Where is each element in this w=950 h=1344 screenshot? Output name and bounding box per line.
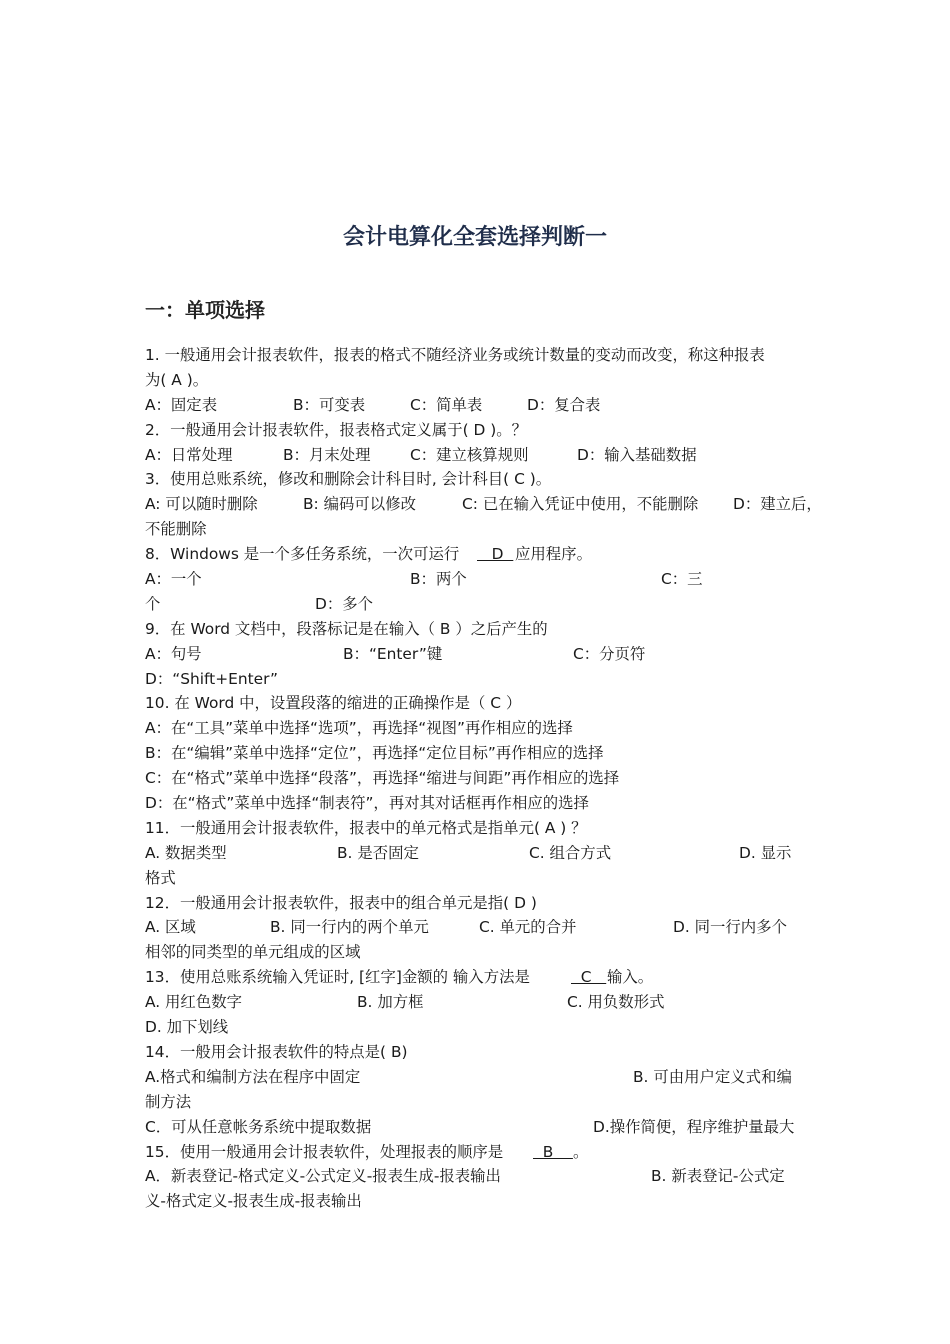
option-b: B. 新表登记-公式定 [651, 1167, 785, 1186]
text-line [145, 816, 815, 841]
option-d: D.操作简便，程序维护量最大 [593, 1117, 795, 1136]
line-text: 9．在 Word 文档中，段落标记是在输入（ B ）之后产生的 [145, 619, 548, 638]
text-line [145, 940, 815, 965]
page-title: 会计电算化全套选择判断一 [342, 225, 607, 250]
option-line [145, 393, 815, 418]
text-line [145, 965, 815, 990]
option-c: C: 已在输入凭证中使用，不能删除 [462, 495, 699, 514]
text-line [145, 691, 815, 716]
option-b: B：在“编辑”菜单中选择“定位”，再选择“定位目标”再作相应的选择 [145, 744, 604, 763]
text-line [145, 1189, 815, 1214]
option-b: B：可变表 [293, 395, 366, 414]
text-line [145, 617, 815, 642]
option-d: D：建立后， [733, 495, 822, 514]
option-line [145, 915, 815, 940]
option-c: C. 用负数形式 [567, 993, 665, 1012]
option-d: D：输入基础数据 [577, 445, 697, 464]
text-line [145, 542, 815, 567]
option-line [145, 1115, 815, 1140]
option-a: A.格式和编制方法在程序中固定 [145, 1067, 361, 1086]
answer-blank: C [571, 968, 607, 987]
line-text: 应用程序。 [515, 545, 592, 564]
option-a: A. 用红色数字 [145, 993, 242, 1012]
line-text: 13．使用总账系统输入凭证时, [红字]金额的 输入方法是 [145, 968, 530, 987]
line-text: 11．一般通用会计报表软件，报表中的单元格式是指单元( A ) ？ [145, 818, 587, 837]
option-line [145, 766, 815, 791]
option-c: C：在“格式”菜单中选择“段落”，再选择“缩进与间距”再作相应的选择 [145, 769, 620, 788]
option-c: C：三 [661, 570, 703, 589]
option-line [145, 642, 815, 667]
line-text: 不能删除 [145, 520, 207, 539]
option-b: B. 同一行内的两个单元 [270, 918, 429, 937]
option-line [145, 1164, 815, 1189]
option-line [145, 443, 815, 468]
line-text: 1. 一般通用会计报表软件，报表的格式不随经济业务或统计数量的变动而改变，称这种报表 [145, 346, 765, 364]
text-line [145, 517, 815, 542]
option-c: C：分页符 [573, 644, 646, 663]
line-text: 输入。 [607, 968, 654, 987]
line-text: 3．使用总账系统，修改和删除会计科目时, 会计科目( C )。 [145, 470, 552, 489]
option-a: A：句号 [145, 644, 202, 663]
line-text: 格式 [145, 868, 176, 887]
option-line [145, 741, 815, 766]
option-a: A. 区域 [145, 918, 196, 937]
option-d: D：复合表 [527, 395, 601, 414]
option-a: A．新表登记-格式定义-公式定义-报表生成-报表输出 [145, 1167, 501, 1186]
option-a: A: 可以随时删除 [145, 495, 258, 514]
option-c: C：建立核算规则 [410, 445, 529, 464]
text-line [145, 1140, 815, 1165]
line-text: 个 [145, 594, 161, 613]
option-line [145, 716, 815, 741]
text-line [145, 418, 815, 443]
line-text: 义-格式定义-报表生成-报表输出 [145, 1192, 362, 1211]
option-d: D：在“格式”菜单中选择“制表符”，再对其对话框再作相应的选择 [145, 794, 589, 813]
option-line [145, 1065, 815, 1090]
option-c: C. 组合方式 [529, 843, 612, 862]
option-c: C：简单表 [410, 395, 483, 414]
option-b: B. 是否固定 [337, 843, 419, 862]
line-text: 。 [573, 1142, 589, 1161]
option-a: A：固定表 [145, 395, 218, 414]
option-d: D. 加下划线 [145, 1018, 229, 1037]
section-heading: 一：单项选择 [145, 298, 265, 322]
option-d: D. 显示 [739, 843, 792, 862]
option-line [145, 592, 815, 617]
line-text: 制方法 [145, 1092, 192, 1111]
option-a: A：日常处理 [145, 445, 233, 464]
text-line [145, 891, 815, 916]
option-line [145, 567, 815, 592]
line-text: 12．一般通用会计报表软件，报表中的组合单元是指( D ) [145, 893, 537, 912]
option-line [145, 1015, 815, 1040]
option-c: C. 单元的合并 [479, 918, 577, 937]
option-c: C．可从任意帐务系统中提取数据 [145, 1117, 372, 1136]
text-line [145, 467, 815, 492]
line-text: 14．一般用会计报表软件的特点是( B) [145, 1042, 408, 1061]
line-text: 15．使用一般通用会计报表软件，处理报表的顺序是 [145, 1142, 504, 1161]
line-text: 10. 在 Word 中，设置段落的缩进的正确操作是（ C ） [145, 694, 522, 713]
text-line [145, 866, 815, 891]
option-b: B. 加方框 [357, 993, 424, 1012]
option-b: B：“Enter”键 [343, 644, 443, 663]
option-a: A. 数据类型 [145, 843, 227, 862]
answer-blank: D [477, 545, 514, 564]
line-text: 为( A )。 [145, 370, 209, 389]
line-text: 8．Windows 是一个多任务系统，一次可运行 [145, 545, 460, 564]
option-line [145, 841, 815, 866]
question-body [145, 343, 822, 1214]
option-a: A：在“工具”菜单中选择“选项”，再选择“视图”再作相应的选择 [145, 719, 573, 738]
option-line [145, 492, 822, 517]
answer-blank: B [533, 1142, 573, 1161]
line-text: 2．一般通用会计报表软件，报表格式定义属于( D )。？ [145, 420, 528, 439]
option-d: D. 同一行内多个 [673, 918, 787, 937]
option-a: A：一个 [145, 570, 202, 589]
text-line [145, 343, 815, 368]
text-line [145, 368, 815, 393]
option-b: B：两个 [410, 570, 467, 589]
option-line [145, 990, 815, 1015]
option-d: D：“Shift+Enter” [145, 669, 279, 688]
option-line [145, 667, 815, 692]
option-b: B. 可由用户定义式和编 [633, 1067, 792, 1086]
text-line [145, 1090, 815, 1115]
option-b: B: 编码可以修改 [303, 495, 416, 514]
option-d: D：多个 [315, 594, 374, 613]
line-text: 相邻的同类型的单元组成的区域 [145, 943, 361, 962]
option-line [145, 791, 815, 816]
text-line [145, 1040, 815, 1065]
option-b: B：月末处理 [283, 445, 371, 464]
